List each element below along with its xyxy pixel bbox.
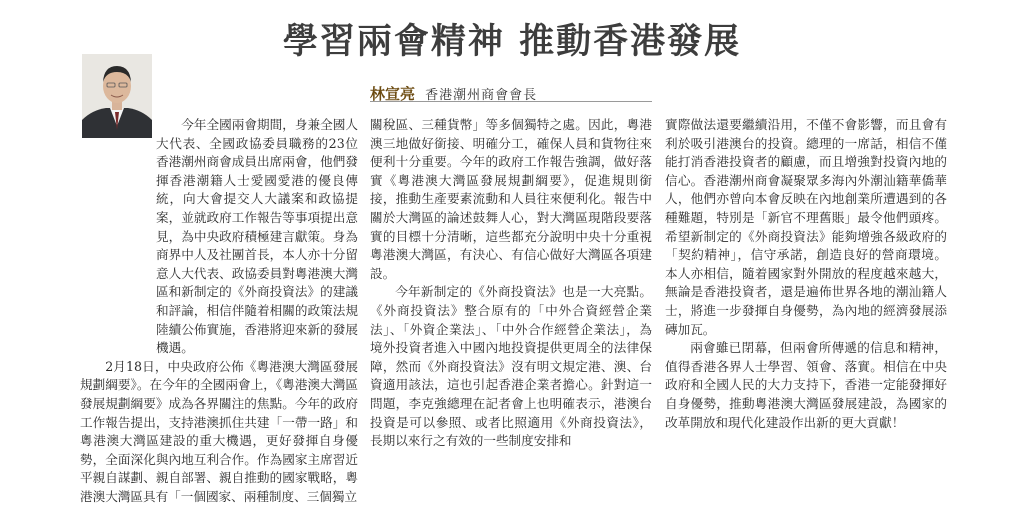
paragraph: 2月18日，中央政府公佈《粵港澳大灣區發展規劃綱要》。在今年的全國兩會上，《粵港澳大灣區發展規劃綱要》成為各界關注的焦點。今年的政府工作報告提出，支持港澳抓住共建「一帶一路」和粵港澳大灣區建設的重大機遇，更好發揮自身優勢，全面深化與內地互利合作。作為國家主席習近平親自謀劃、親自部署、親自推動的國家戰略，粵港澳大灣區具有「一個國家、兩種制度、三個獨立 xyxy=(80,358,358,504)
article-column-1 xyxy=(80,116,358,506)
article-headline: 學習兩會精神 推動香港發展 xyxy=(282,22,742,62)
author-name: 林宣亮 xyxy=(370,85,416,103)
article-column-3 xyxy=(665,116,947,432)
paragraph: 關稅區、三種貨幣」等多個獨特之處。因此，粵港澳三地做好銜接、明確分工，確保人員和貨物往來便利十分重要。今年的政府工作報告強調，做好落實《粵港澳大灣區發展規劃綱要》，促進規則銜接，推動生產要素流動和人員往來便利化。報告中關於大灣區的論述鼓舞人心，對大灣區現階段要落實的目標十分清晰，這些都充分說明中央十分重視粵港澳大灣區，有決心、有信心做好大灣區各項建設。 xyxy=(370,117,652,281)
author-title: 香港潮州商會會長 xyxy=(425,88,538,103)
article-column-2 xyxy=(370,116,652,451)
paragraph: 今年新制定的《外商投資法》也是一大亮點。《外商投資法》整合原有的「中外合資經營企業法」、「外資企業法」、「中外合作經營企業法」，為境外投資者進入中國內地投資提供更周全的法律保障，然而《外商投資法》沒有明文規定港、澳、台資適用該法，這也引起香港企業者擔心。針對這一問題，李克強總理在記者會上也明確表示，港澳台投資是可以參照、或者比照適用《外商投資法》，長期以來行之有效的一些制度安排和 xyxy=(370,284,652,449)
paragraph: 兩會雖已閉幕，但兩會所傳遞的信息和精神，值得香港各界人士學習、領會、落實。相信在中央政府和全國人民的大力支持下，香港一定能發揮好自身優勢，推動粵港澳大灣區發展建設，為國家的改革開放和現代化建設作出新的更大貢獻！ xyxy=(665,340,947,430)
paragraph: 今年全國兩會期間，身兼全國人大代表、全國政協委員職務的23位香港潮州商會成員出席兩會，他們發揮香港潮籍人士愛國愛港的優良傳統，向大會提交人大議案和政協提案，並就政府工作報告等事項提出意見，為中央政府積極建言獻策。身為商界中人及社團首長，本人亦十分留意人大代表、政協委員對粵港澳大灣區和新制定的《外商投資法》的建議和評論，相信伴隨着相關的政策法規陸續公佈實施，香港將迎來新的發展機遇。 xyxy=(156,117,358,356)
paragraph: 實際做法還要繼續沿用，不僅不會影響，而且會有利於吸引港澳台的投資。總理的一席話，相信不僅能打消香港投資者的顧慮，而且增強對投資內地的信心。香港潮州商會凝聚眾多海內外潮汕籍華僑華人，他們亦曾向本會反映在內地創業所遭遇到的各種難題，特別是「新官不理舊賬」最令他們頭疼。希望新制定的《外商投資法》能夠增強各級政府的「契約精神」，信守承諾，創造良好的營商環境。本人亦相信，隨着國家對外開放的程度越來越大，無論是香港投資者，還是遍佈世界各地的潮汕籍人士，將進一步發揮自身優勢，為內地的經濟發展添磚加瓦。 xyxy=(665,117,947,337)
byline-divider xyxy=(370,101,652,102)
